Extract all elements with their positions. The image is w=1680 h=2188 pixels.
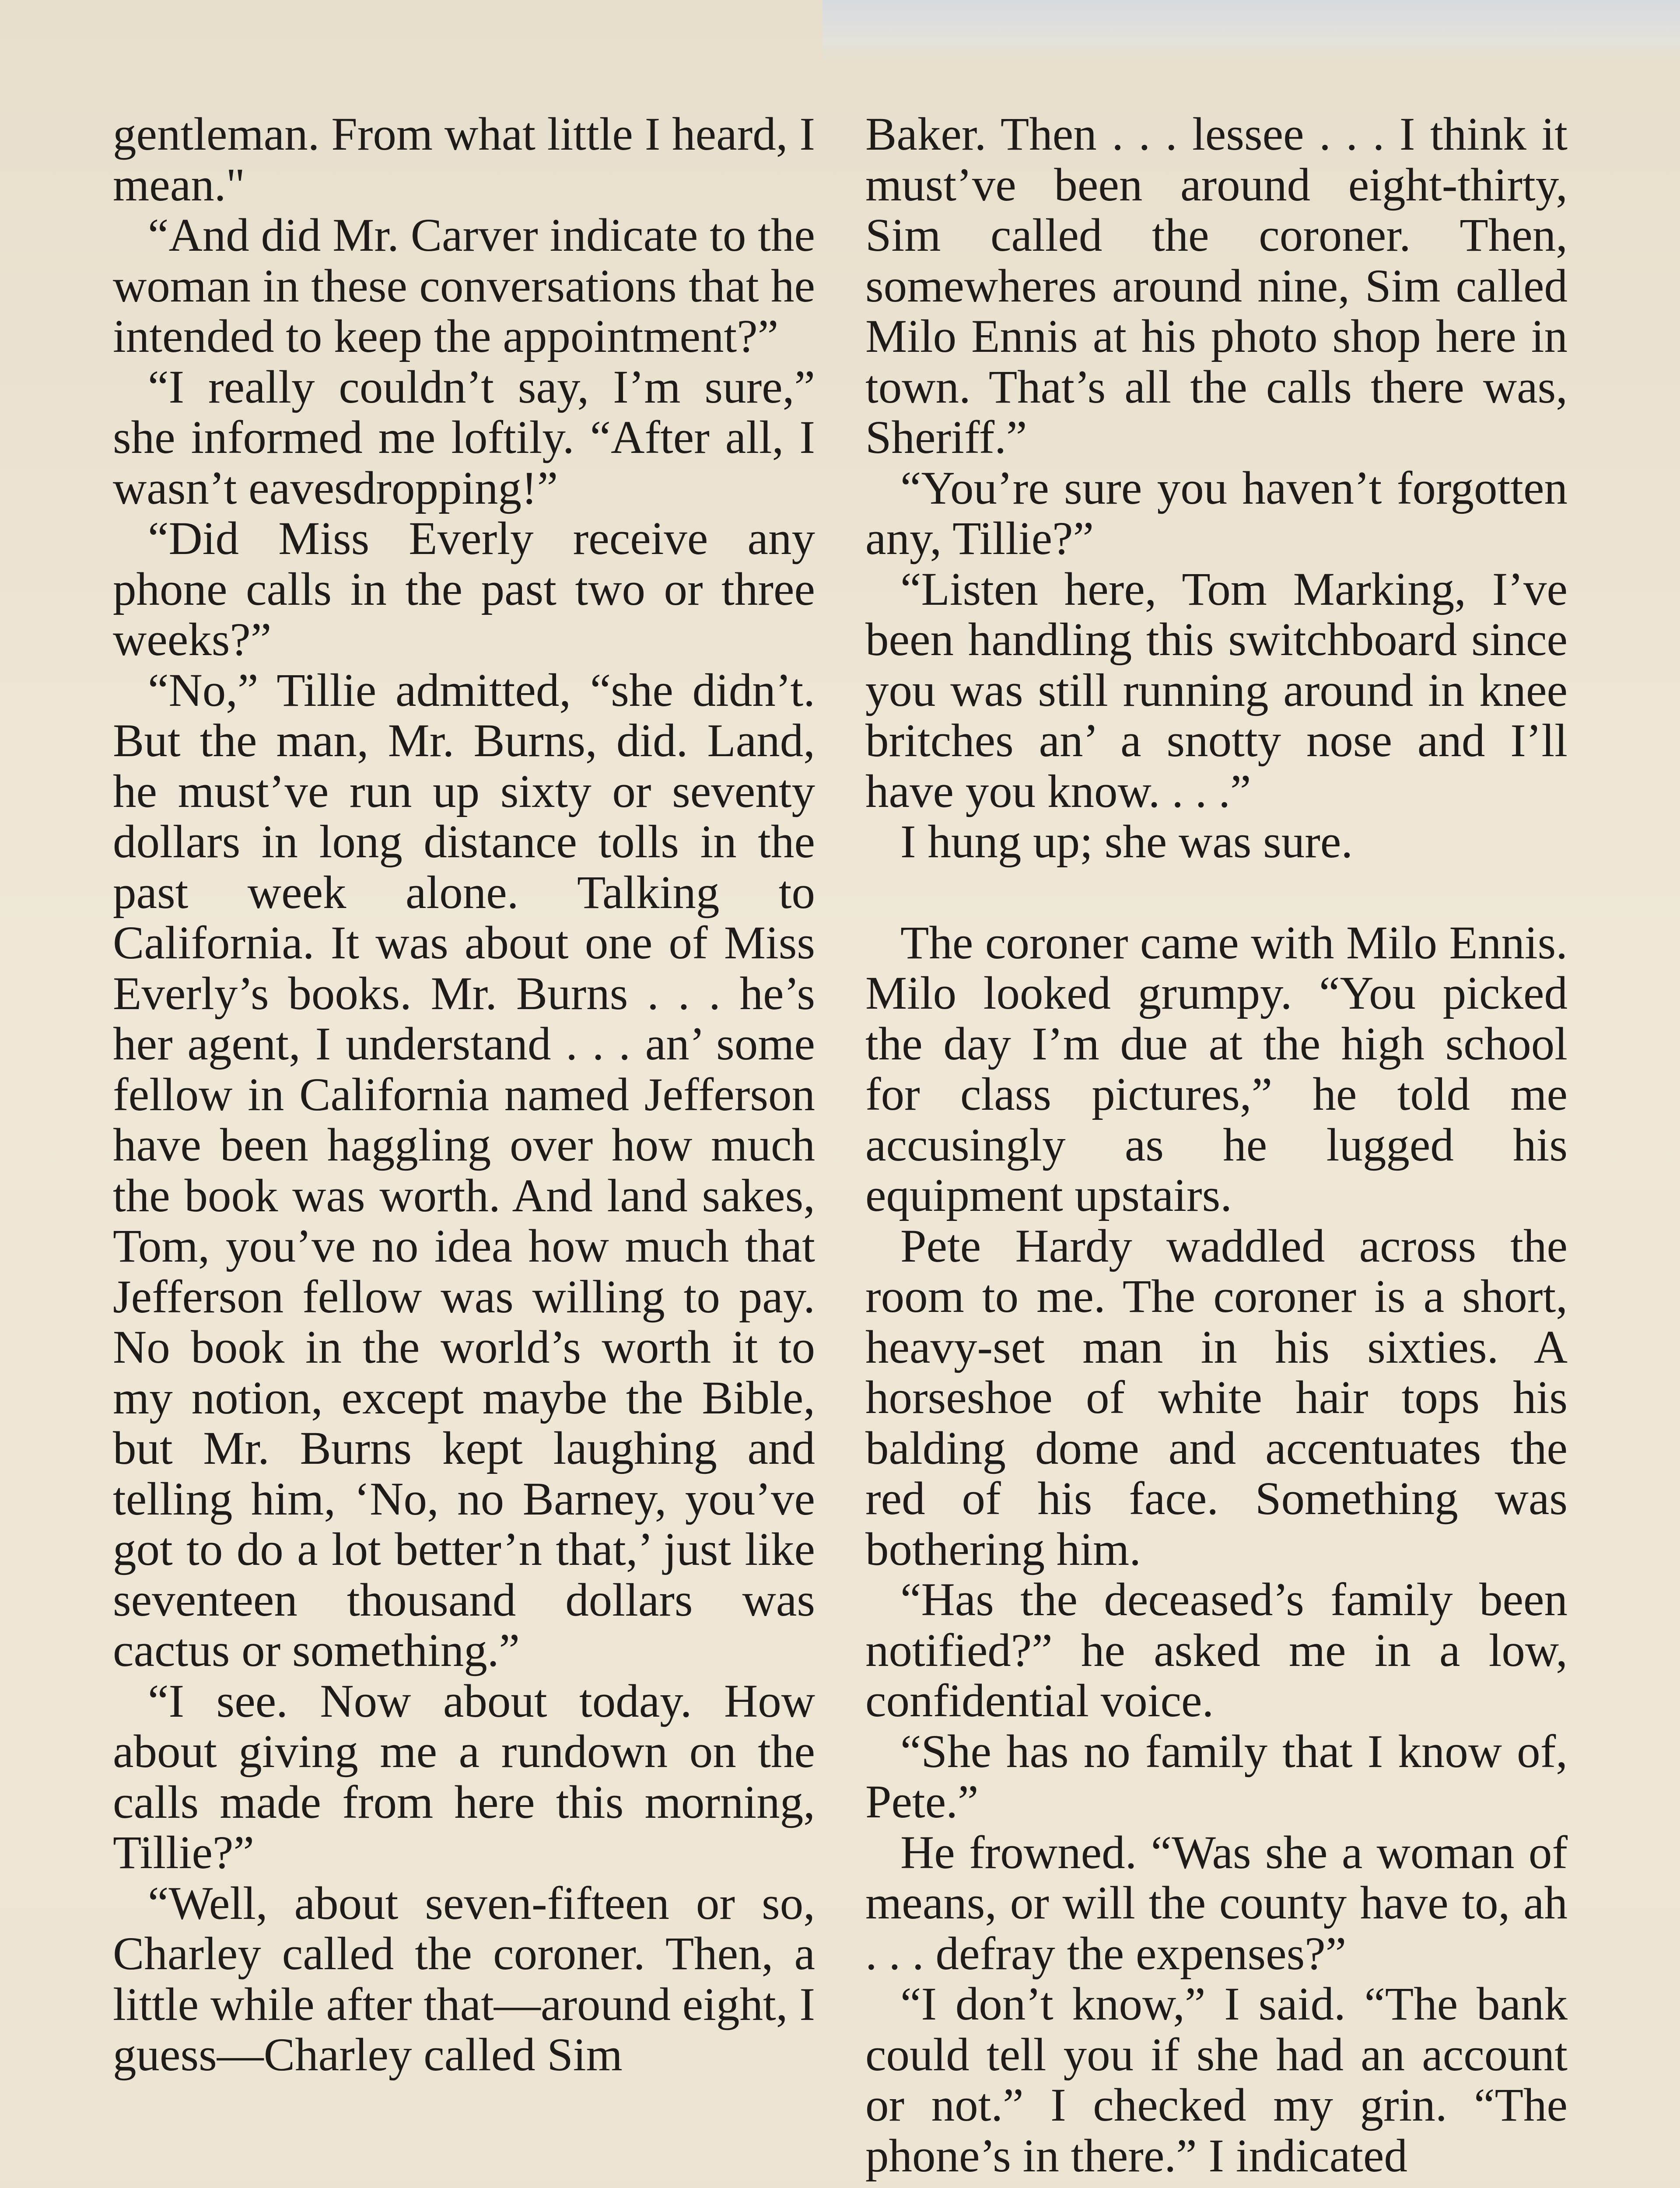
paragraph: “And did Mr. Carver indicate to the woman in these conversations that he intended to keep the appointment?”: [113, 210, 815, 362]
paragraph: The coroner came with Milo Ennis. Milo looked grumpy. “You picked the day I’m due at the high school for class pictures,” he told me accusingly as he lugged his equipment upstairs.: [865, 917, 1568, 1221]
paragraph: “I see. Now about today. How about giving me a rundown on the calls made from here this morning, Tillie?”: [113, 1675, 815, 1879]
paragraph: “I don’t know,” I said. “The bank could tell you if she had an account or not.” I checked my grin. “The phone’s in there.” I indicated: [865, 1978, 1568, 2182]
paragraph: “I really couldn’t say, I’m sure,” she informed me loftily. “After all, I wasn’t eavesdropping!”: [113, 361, 815, 514]
paragraph: “Well, about seven-fifteen or so, Charley called the coroner. Then, a little while after that—around eight, I guess—Charley called Sim: [113, 1877, 815, 2081]
paragraph: Baker. Then . . . lessee . . . I think it must’ve been around eight-thirty, Sim called the coroner. Then, somewheres around nine, Sim called Milo Ennis at his photo shop here in town. That’s all the calls there was, Sheriff.”: [865, 109, 1568, 463]
paragraph: “Did Miss Everly receive any phone calls in the past two or three weeks?”: [113, 513, 815, 666]
paragraph: “You’re sure you haven’t forgotten any, Tillie?”: [865, 462, 1568, 565]
paragraph: gentleman. From what little I heard, I mean.": [113, 109, 815, 211]
paragraph: Pete Hardy waddled across the room to me. The coroner is a short, heavy-set man in his sixties. A horseshoe of white hair tops his balding dome and accentuates the red of his face. Something was bothering him.: [865, 1220, 1568, 1575]
left-column: [113, 109, 815, 2081]
paragraph: He frowned. “Was she a woman of means, or will the county have to, ah . . . defray the expenses?”: [865, 1827, 1568, 1980]
paragraph: “She has no family that I know of, Pete.”: [865, 1725, 1568, 1828]
paragraph: “No,” Tillie admitted, “she didn’t. But the man, Mr. Burns, did. Land, he must’ve run up sixty or seventy dollars in long distance tolls in the past week alone. Talking to California. It was about one of Miss Everly’s books. Mr. Burns . . . he’s her agent, I understand . . . an’ some fellow in California named Jefferson have been haggling over how much the book was worth. And land sakes, Tom, you’ve no idea how much that Jefferson fellow was willing to pay. No book in the world’s worth it to my notion, except maybe the Bible, but Mr. Burns kept laughing and telling him, ‘No, no Barney, you’ve got to do a lot better’n that,’ just like seventeen thousand dollars was cactus or something.”: [113, 664, 815, 1676]
paragraph: “Listen here, Tom Marking, I’ve been handling this switchboard since you was still running around in knee britches an’ a snotty nose and I’ll have you know. . . .”: [865, 563, 1568, 817]
paragraph: I hung up; she was sure.: [900, 816, 1353, 868]
scan-edge: [822, 0, 1680, 66]
right-column: [865, 109, 1568, 2181]
paragraph: “Has the deceased’s family been notified?” he asked me in a low, confidential voice.: [865, 1574, 1568, 1727]
